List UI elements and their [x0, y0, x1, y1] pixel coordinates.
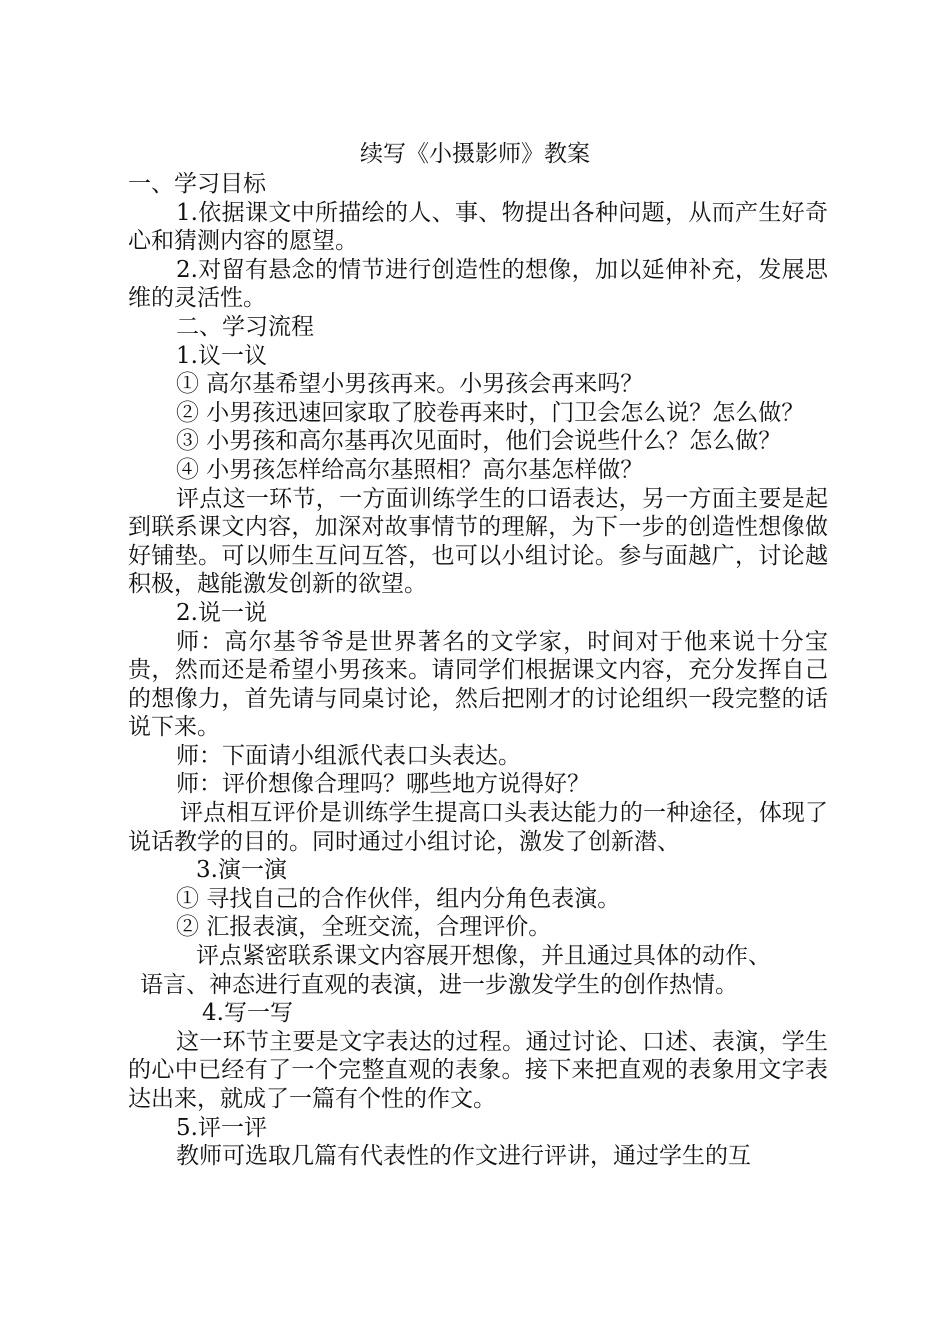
comment-paragraph-2: 评点相互评价是训练学生提高口头表达能力的一种途径，体现了说话教学的目的。同时通过小组讨论，激发了创新潜、 — [128, 800, 828, 855]
comment-paragraph-3-cont: 语言、神态进行直观的表演，进一步激发学生的创作热情。 — [140, 971, 738, 998]
question-item-3: ③ 小男孩和高尔基再次见面时，他们会说些什么？怎么做？ — [176, 428, 782, 455]
step-heading-5: 5.评一评 — [176, 1114, 267, 1141]
write-paragraph: 这一环节主要是文字表达的过程。通过讨论、口述、表演，学生的心中已经有了一个完整直观的表象。接下来把直观的表象用文字表达出来，就成了一篇有个性的作文。 — [128, 1028, 828, 1112]
section-heading-goals: 一、学习目标 — [128, 171, 266, 197]
goal-item-2: 2.对留有悬念的情节进行创造性的想像，加以延伸补充，发展思维的灵活性。 — [128, 256, 828, 312]
comment-paragraph-3: 评点紧密联系课文内容展开想像，并且通过具体的动作、 — [196, 943, 771, 970]
act-item-1: ① 寻找自己的合作伙伴，组内分角色表演。 — [176, 885, 621, 912]
question-item-4: ④ 小男孩怎样给高尔基照相？高尔基怎样做？ — [176, 456, 644, 483]
review-paragraph: 教师可选取几篇有代表性的作文进行评讲，通过学生的互 — [176, 1143, 751, 1170]
document-body — [128, 170, 828, 1171]
act-item-2: ② 汇报表演，全班交流，合理评价。 — [176, 914, 552, 941]
question-item-2: ② 小男孩迅速回家取了胶卷再来时，门卫会怎么说？怎么做？ — [176, 399, 805, 426]
question-item-1: ① 高尔基希望小男孩再来。小男孩会再来吗？ — [176, 371, 644, 398]
section-heading-process: 二、学习流程 — [176, 313, 314, 340]
step-heading-3: 3.演一演 — [196, 857, 287, 884]
document-title: 续写《小摄影师》教案 — [360, 141, 590, 167]
step-heading-2: 2.说一说 — [176, 599, 267, 626]
teacher-line-1: 师：高尔基爷爷是世界著名的文学家，时间对于他来说十分宝贵，然而还是希望小男孩来。请同学们根据课文内容，充分发挥自己的想像力，首先请与同桌讨论，然后把刚才的讨论组织一段完整的话说下来。 — [128, 628, 828, 741]
step-heading-1: 1.议一议 — [176, 342, 267, 369]
goal-item-1: 1.依据课文中所描绘的人、事、物提出各种问题，从而产生好奇心和猜测内容的愿望。 — [128, 199, 828, 255]
comment-paragraph-1: 评点这一环节，一方面训练学生的口语表达，另一方面主要是起到联系课文内容，加深对故事情节的理解，为下一步的创造性想像做好铺垫。可以师生互问互答，也可以小组讨论。参与面越广，讨论越积极，越能激发创新的欲望。 — [128, 485, 828, 598]
step-heading-4: 4.写一写 — [202, 1000, 293, 1027]
teacher-line-3: 师：评价想像合理吗？哪些地方说得好？ — [176, 771, 590, 798]
teacher-line-2: 师：下面请小组派代表口头表达。 — [176, 742, 521, 769]
